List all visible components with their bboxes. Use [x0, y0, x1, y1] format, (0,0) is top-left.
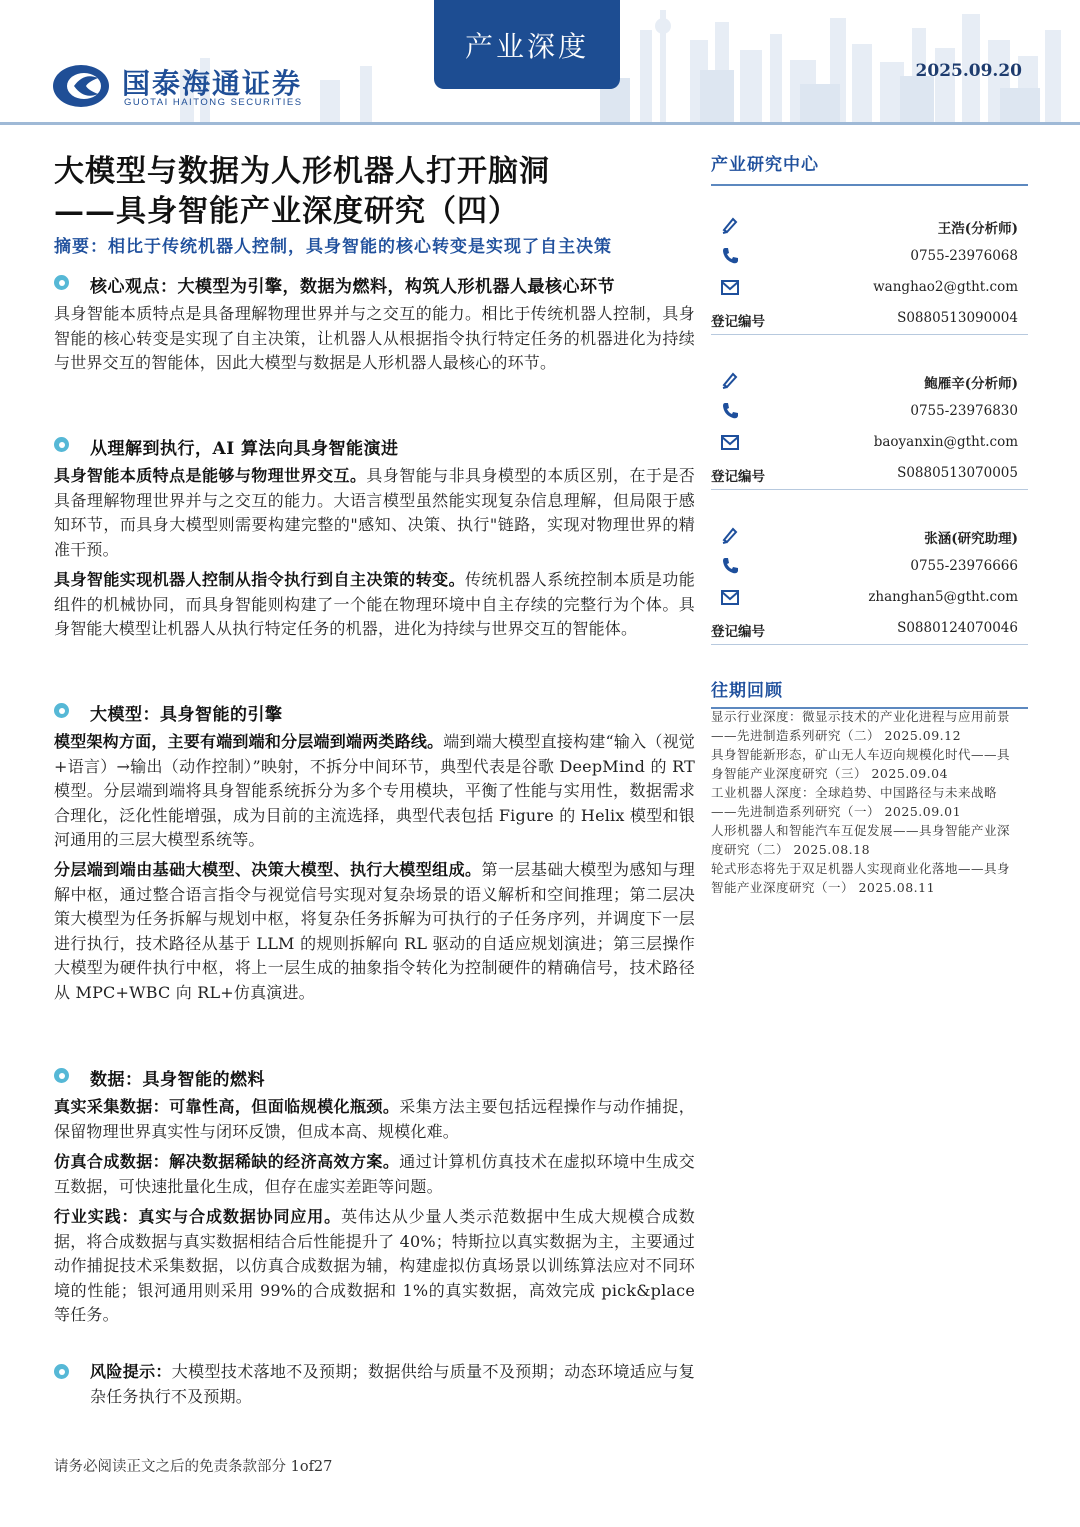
pen-icon: [720, 370, 740, 390]
analyst-phone: 0755-23976666: [910, 558, 1018, 574]
phone-icon: [720, 556, 740, 576]
past-report-link[interactable]: 具身智能新形态，矿山无人车迈向规模化时代——具身智能产业深度研究（三） 2025.09.04: [711, 747, 1011, 781]
paragraph: 具身智能本质特点是能够与物理世界交互。具身智能与非具身模型的本质区别，在于是否具备理解物理世界并与之交互的能力。大语言模型虽然能实现复杂信息理解，但局限于感知环节，而具身大模型则需要构建完整的"感知、决策、执行"链路，实现对物理世界的精准干预。: [54, 466, 695, 559]
bullet-icon: [54, 437, 69, 452]
past-report-link[interactable]: 人形机器人和智能汽车互促发展——具身智能产业深度研究（二） 2025.08.18: [711, 823, 1011, 857]
analyst-reg-number: S0880124070046: [897, 620, 1018, 636]
section-heading: 从理解到执行，AI 算法向具身智能演进: [90, 439, 399, 459]
report-date: 2025.09.20: [915, 61, 1022, 81]
analyst-email-row: [711, 272, 1028, 303]
analyst-reg-row: [711, 303, 1028, 335]
email-icon: [720, 277, 740, 297]
analyst-email[interactable]: baoyanxin@gtht.com: [873, 434, 1018, 450]
report-header: [0, 0, 1080, 126]
logo-icon: [52, 64, 110, 108]
reg-label: 登记编号: [711, 314, 765, 330]
analyst-email[interactable]: zhanghan5@gtht.com: [868, 589, 1018, 605]
section-heading: 大模型：具身智能的引擎: [90, 705, 283, 725]
analyst-reg-row: [711, 458, 1028, 490]
abstract: 摘要：相比于传统机器人控制，具身智能的核心转变是实现了自主决策: [54, 237, 612, 257]
analyst-name-row: [711, 365, 1028, 396]
past-reports-heading: 往期回顾: [711, 676, 1028, 709]
logo-text-cn: 国泰海通证券: [122, 67, 303, 100]
phone-icon: [720, 401, 740, 421]
paragraph: 具身智能本质特点是具备理解物理世界并与之交互的能力。相比于传统机器人控制，具身智能的核心转变是实现了自主决策，让机器人从根据指令执行特定任务的机器进化为持续与世界交互的智能体，因此大模型与数据是人形机器人最核心的环节。: [54, 304, 695, 372]
analyst-phone-row: [711, 551, 1028, 582]
analyst-reg-row: [711, 613, 1028, 645]
report-type-tag: 产业深度: [434, 0, 620, 89]
bullet-icon: [54, 1068, 69, 1083]
analyst-phone: 0755-23976068: [910, 248, 1018, 264]
analyst-reg-number: S0880513090004: [897, 310, 1018, 326]
paragraph: 行业实践：真实与合成数据协同应用。英伟达从少量人类示范数据中生成大规模合成数据，将合成数据与真实数据相结合后性能提升了 40%；特斯拉以真实数据为主，主要通过动作捕捉技术采集数据，以仿真合成数据为辅，构建虚拟仿真场景以训练算法应对不同环境的性能；银河通用则采用 99%的合成数据和 1%的真实数据，高效完成 pick&place 等任务。: [54, 1207, 696, 1324]
reg-label: 登记编号: [711, 624, 765, 640]
analyst-sidebar: [711, 150, 1028, 645]
analyst-email[interactable]: wanghao2@gtht.com: [873, 279, 1018, 295]
analyst-phone-row: [711, 396, 1028, 427]
pen-icon: [720, 215, 740, 235]
analyst-name-row: [711, 210, 1028, 241]
analyst-name: 鲍雁辛(分析师): [924, 376, 1018, 392]
sidebar-heading: 产业研究中心: [711, 150, 1028, 186]
bullet-icon: [54, 1364, 69, 1379]
risk-warning: 风险提示：大模型技术落地不及预期；数据供给与质量不及预期；动态环境适应与复杂任务执行不及预期。: [90, 1362, 695, 1406]
analyst-reg-number: S0880513070005: [897, 465, 1018, 481]
past-reports-list: [711, 707, 1021, 897]
pen-icon: [720, 525, 740, 545]
paragraph: 模型架构方面，主要有端到端和分层端到端两类路线。端到端大模型直接构建“输入（视觉+语言）→输出（动作控制）”映射，不拆分中间环节，典型代表是谷歌 DeepMind 的 RT 模型。分层端到端将具身智能系统拆分为多个专用模块，平衡了性能与实用性，数据需求合理化，泛化性能增强，成为目前的主流选择，典型代表包括 Figure 的 Helix 模型和银河通用的三层大模型系统等。: [54, 732, 695, 849]
bullet-icon: [54, 703, 69, 718]
paragraph: 真实采集数据：可靠性高，但面临规模化瓶颈。采集方法主要包括远程操作与动作捕捉，保留物理世界真实性与闭环反馈，但成本高、规模化难。: [54, 1097, 695, 1141]
reg-label: 登记编号: [711, 469, 765, 485]
paragraph: 分层端到端由基础大模型、决策大模型、执行大模型组成。第一层基础大模型为感知与理解中枢，通过整合语言指令与视觉信号实现对复杂场景的语义解析和空间推理；第二层决策大模型为任务拆解与规划中枢，将复杂任务拆解为可执行的子任务序列，并调度下一层进行执行，技术路径从基于 LLM 的规则拆解向 RL 驱动的自适应规划演进；第三层操作大模型为硬件执行中枢，将上一层生成的抽象指令转化为控制硬件的精确信号，技术路径从 MPC+WBC 向 RL+仿真演进。: [54, 860, 696, 1002]
page-footer: 请务必阅读正文之后的免责条款部分 1of27: [54, 1459, 333, 1475]
email-icon: [720, 587, 740, 607]
phone-icon: [720, 246, 740, 266]
report-subtitle: ——具身智能产业深度研究（四）: [54, 194, 519, 229]
analyst-name: 张涵(研究助理): [924, 531, 1018, 547]
past-report-link[interactable]: 显示行业深度：微显示技术的产业化进程与应用前景——先进制造系列研究（二） 2025.09.12: [711, 709, 1011, 743]
analyst-phone: 0755-23976830: [910, 403, 1018, 419]
header-rule: [0, 122, 1080, 125]
report-title: 大模型与数据为人形机器人打开脑洞: [54, 154, 550, 189]
logo-text-en: GUOTAI HAITONG SECURITIES: [124, 97, 303, 108]
past-report-link[interactable]: 工业机器人深度：全球趋势、中国路径与未来战略——先进制造系列研究（一） 2025.09.01: [711, 785, 998, 819]
paragraph: 仿真合成数据：解决数据稀缺的经济高效方案。通过计算机仿真技术在虚拟环境中生成交互数据，可快速批量化生成，但存在虚实差距等问题。: [54, 1152, 695, 1196]
section-heading: 核心观点：大模型为引擎，数据为燃料，构筑人形机器人最核心环节: [90, 277, 615, 297]
paragraph: 具身智能实现机器人控制从指令执行到自主决策的转变。传统机器人系统控制本质是功能组件的机械协同，而具身智能则构建了一个能在物理环境中自主存续的完整行为个体。具身智能大模型让机器人从执行特定任务的机器，进化为持续与世界交互的智能体。: [54, 570, 695, 638]
analyst-name-row: [711, 520, 1028, 551]
analyst-phone-row: [711, 241, 1028, 272]
past-report-link[interactable]: 轮式形态将先于双足机器人实现商业化落地——具身智能产业深度研究（一） 2025.08.11: [711, 861, 1011, 895]
analyst-email-row: [711, 427, 1028, 458]
company-logo: [52, 64, 110, 108]
analyst-email-row: [711, 582, 1028, 613]
bullet-icon: [54, 275, 69, 290]
section-heading: 数据：具身智能的燃料: [90, 1070, 265, 1090]
analyst-name: 王浩(分析师): [937, 221, 1018, 237]
email-icon: [720, 432, 740, 452]
